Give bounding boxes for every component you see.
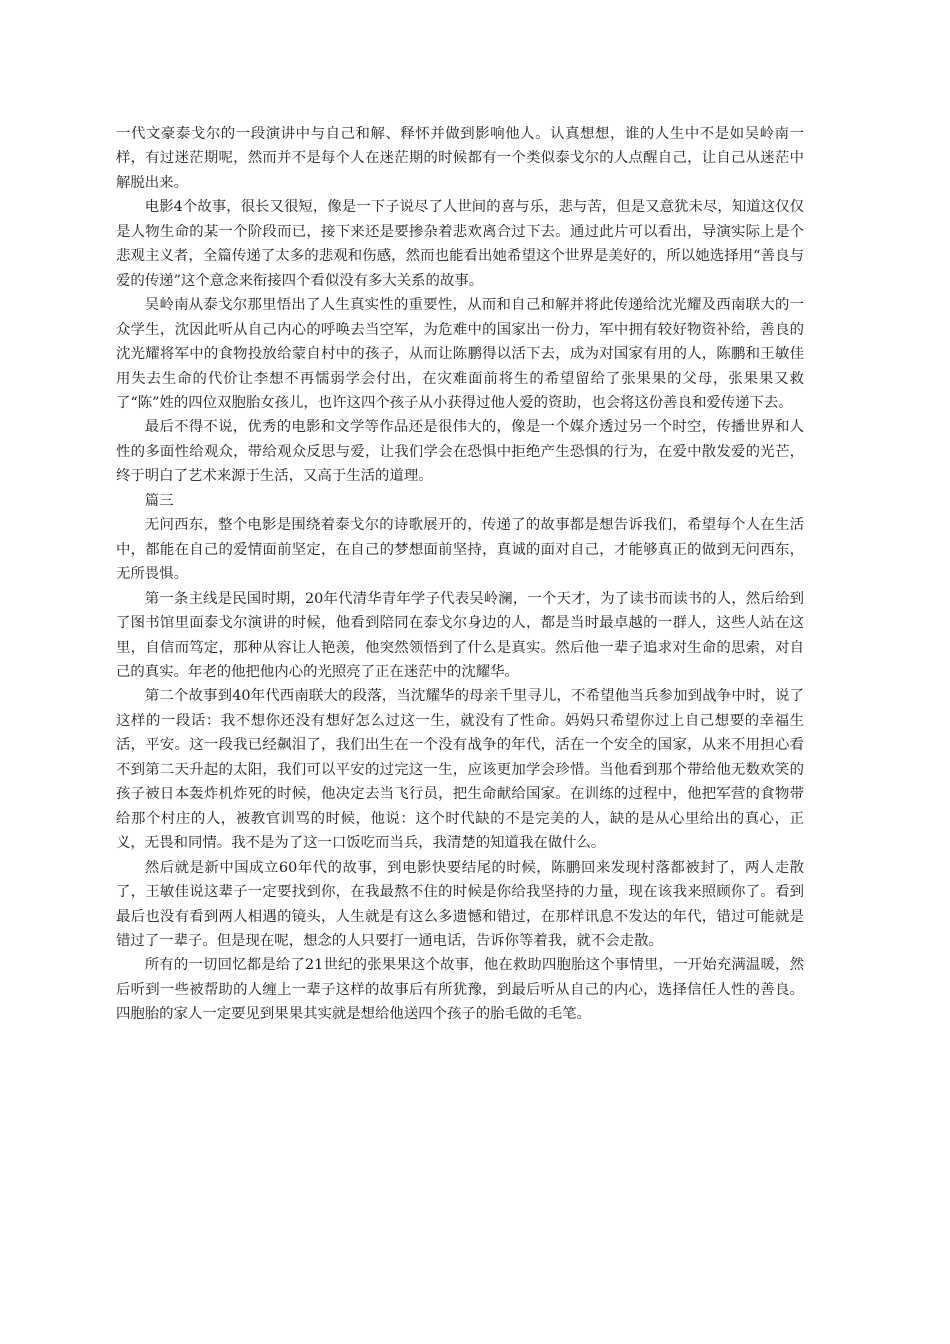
paragraph: 无问西东，整个电影是围绕着泰戈尔的诗歌展开的，传递了的故事都是想告诉我们，希望每个人在生活中，都能在自己的爱情面前坚定，在自己的梦想面前坚持，真诚的面对自己，才能够真正的做到无问西东，无所畏惧。 <box>116 517 804 583</box>
paragraph: 然后就是新中国成立60年代的故事，到电影快要结尾的时候，陈鹏回来发现村落都被封了，两人走散了，王敏佳说这辈子一定要找到你，在我最熬不住的时候是你给我坚持的力量，现在该我来照顾你了。看到最后也没有看到两人相遇的镜头，人生就是有这么多遗憾和错过，在那样讯息不发达的年代，错过可能就是错过了一辈子。但是现在呢，想念的人只要打一通电话，告诉你等着我，就不会走散。 <box>116 859 804 949</box>
document-body <box>116 122 804 1027</box>
paragraph: 电影4个故事，很长又很短，像是一下子说尽了人世间的喜与乐，悲与苦，但是又意犹未尽，知道这仅仅是人物生命的某一个阶段而已，接下来还是要掺杂着悲欢离合过下去。通过此片可以看出，导演实际上是个悲观主义者，全篇传递了太多的悲观和伤感，然而也能看出她希望这个世界是美好的，所以她选择用“善良与爱的传递”这个意念来衔接四个看似没有多大关系的故事。 <box>116 199 804 289</box>
paragraph: 所有的一切回忆都是给了21世纪的张果果这个故事，他在救助四胞胎这个事情里，一开始充满温暖，然后听到一些被帮助的人缠上一辈子这样的故事后有所犹豫，到最后听从自己的内心，选择信任人性的善良。四胞胎的家人一定要见到果果其实就是想给他送四个孩子的胎毛做的毛笔。 <box>116 957 804 1023</box>
paragraph: 最后不得不说，优秀的电影和文学等作品还是很伟大的，像是一个媒介透过另一个时空，传播世界和人性的多面性给观众，带给观众反思与爱，让我们学会在恐惧中拒绝产生恐惧的行为，在爱中散发爱的光芒，终于明白了艺术来源于生活，又高于生活的道理。 <box>116 419 804 485</box>
paragraph-continued: 一代文豪泰戈尔的一段演讲中与自己和解、释怀并做到影响他人。认真想想，谁的人生中不是如吴岭南一样，有过迷茫期呢，然而并不是每个人在迷茫期的时候都有一个类似泰戈尔的人点醒自己，让自己从迷茫中解脱出来。 <box>116 126 804 191</box>
section-heading: 篇三 <box>144 492 174 509</box>
paragraph: 吴岭南从泰戈尔那里悟出了人生真实性的重要性，从而和自己和解并将此传递给沈光耀及西南联大的一众学生，沈因此听从自己内心的呼唤去当空军，为危难中的国家出一份力，军中拥有较好物资补给，善良的沈光耀将军中的食物投放给蒙自村中的孩子，从而让陈鹏得以活下去，成为对国家有用的人，陈鹏和王敏佳用失去生命的代价让李想不再懦弱学会付出，在灾难面前将生的希望留给了张果果的父母，张果果又救了“陈”姓的四位双胞胎女孩儿，也许这四个孩子从小获得过他人爱的资助，也会将这份善良和爱传递下去。 <box>116 297 804 411</box>
paragraph: 第一条主线是民国时期，20年代清华青年学子代表吴岭澜，一个天才，为了读书而读书的人，然后给到了图书馆里面泰戈尔演讲的时候，他看到陪同在泰戈尔身边的人，都是当时最卓越的一群人，这些人站在这里，自信而笃定，那种从容让人艳羡，他突然领悟到了什么是真实。然后他一辈子追求对生命的思索，对自己的真实。年老的他把他内心的光照亮了正在迷茫中的沈耀华。 <box>116 590 804 680</box>
paragraph: 第二个故事到40年代西南联大的段落，当沈耀华的母亲千里寻儿，不希望他当兵参加到战争中时，说了这样的一段话：我不想你还没有想好怎么过这一生，就没有了性命。妈妈只希望你过上自己想要的幸福生活，平安。这一段我已经飙泪了，我们出生在一个没有战争的年代，活在一个安全的国家，从来不用担心看不到第二天升起的太阳，我们可以平安的过完这一生，应该更加学会珍惜。当他看到那个带给他无数欢笑的孩子被日本轰炸机炸死的时候，他决定去当飞行员，把生命献给国家。在训练的过程中，他把军营的食物带给那个村庄的人，被教官训骂的时候，他说：这个时代缺的不是完美的人，缺的是从心里给出的真心，正义，无畏和同情。我不是为了这一口饭吃而当兵，我清楚的知道我在做什么。 <box>116 688 804 852</box>
